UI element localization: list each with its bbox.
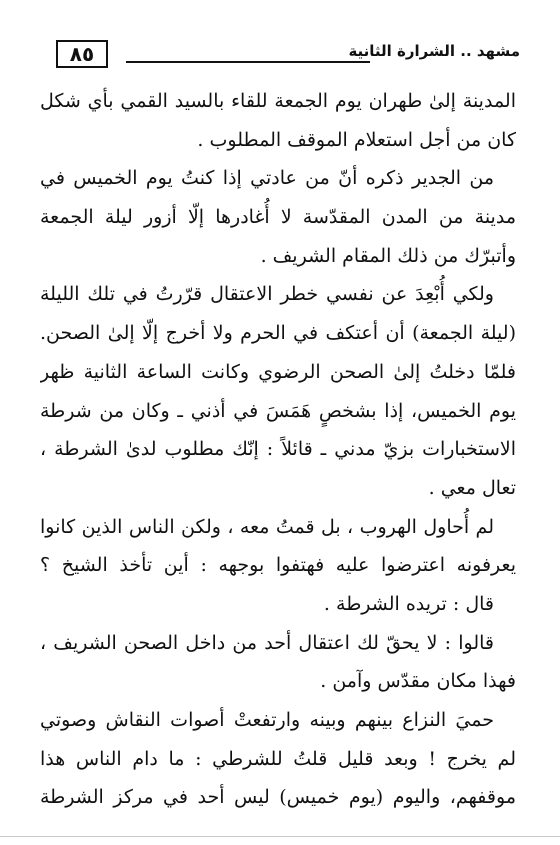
page-number: ٨٥ xyxy=(56,40,108,68)
page-edge-rule xyxy=(0,836,560,837)
text-line: فهذا مكان مقدّس وآمن . xyxy=(320,670,516,693)
text-line: المدينة إلىٰ طهران يوم الجمعة للقاء بالسيد القمي بأي شكل xyxy=(40,90,516,112)
text-line: يوم الخميس، إذا بشخصٍ هَمَسَ في أذني ـ وكان من شرطة xyxy=(40,399,516,422)
text-line: لم أُحاول الهروب ، بل قمتُ معه ، ولكن الناس الذين كانوا xyxy=(40,515,494,538)
text-line: تعال معي . xyxy=(428,476,516,499)
text-line: لم يخرج ! وبعد قليل قلتُ للشرطي : ما دام الناس هذا xyxy=(40,747,516,770)
running-header xyxy=(48,38,520,72)
text-line: من الجدير ذكره أنّ من عادتي إذا كنتُ يوم الخميس في xyxy=(40,167,494,190)
text-line: قالوا : لا يحقّ لك اعتقال أحد من داخل الصحن الشريف ، xyxy=(40,631,494,654)
text-line: حميَ النزاع بينهم وبينه وارتفعتْ أصوات النقاش وصوتي xyxy=(40,709,494,731)
body-text xyxy=(40,82,516,817)
text-line: موقفهم، واليوم (يوم خميس) ليس أحد في مركز الشرطة xyxy=(40,786,516,809)
text-line: كان من أجل استعلام الموقف المطلوب . xyxy=(197,128,516,151)
text-line: قال : تريده الشرطة . xyxy=(323,592,494,615)
text-line: ولكي أُبْعِدَ عن نفسي خطر الاعتقال قرّرتُ في تلك الليلة xyxy=(40,283,494,306)
text-line: يعرفونه اعترضوا عليه فهتفوا بوجهه : أين تأخذ الشيخ ؟ xyxy=(40,554,516,577)
text-line: الاستخبارات بزيّ مدني ـ قائلاً : إنّك مطلوب لدىٰ الشرطة ، xyxy=(40,438,516,461)
text-line: فلمّا دخلتُ إلىٰ الصحن الرضوي وكانت الساعة الثانية ظهر xyxy=(40,360,516,383)
text-line: مدينة من المدن المقدّسة لا أُغادرها إلّا أزور ليلة الجمعة xyxy=(40,206,516,229)
running-title: مشهد .. الشرارة الثانية xyxy=(348,42,520,60)
text-line: (ليلة الجمعة) أن أعتكف في الحرم ولا أخرج إلّا إلىٰ الصحن. xyxy=(40,322,516,345)
header-rule xyxy=(126,61,370,63)
text-line: وأتبرّك من ذلك المقام الشريف . xyxy=(260,244,516,267)
